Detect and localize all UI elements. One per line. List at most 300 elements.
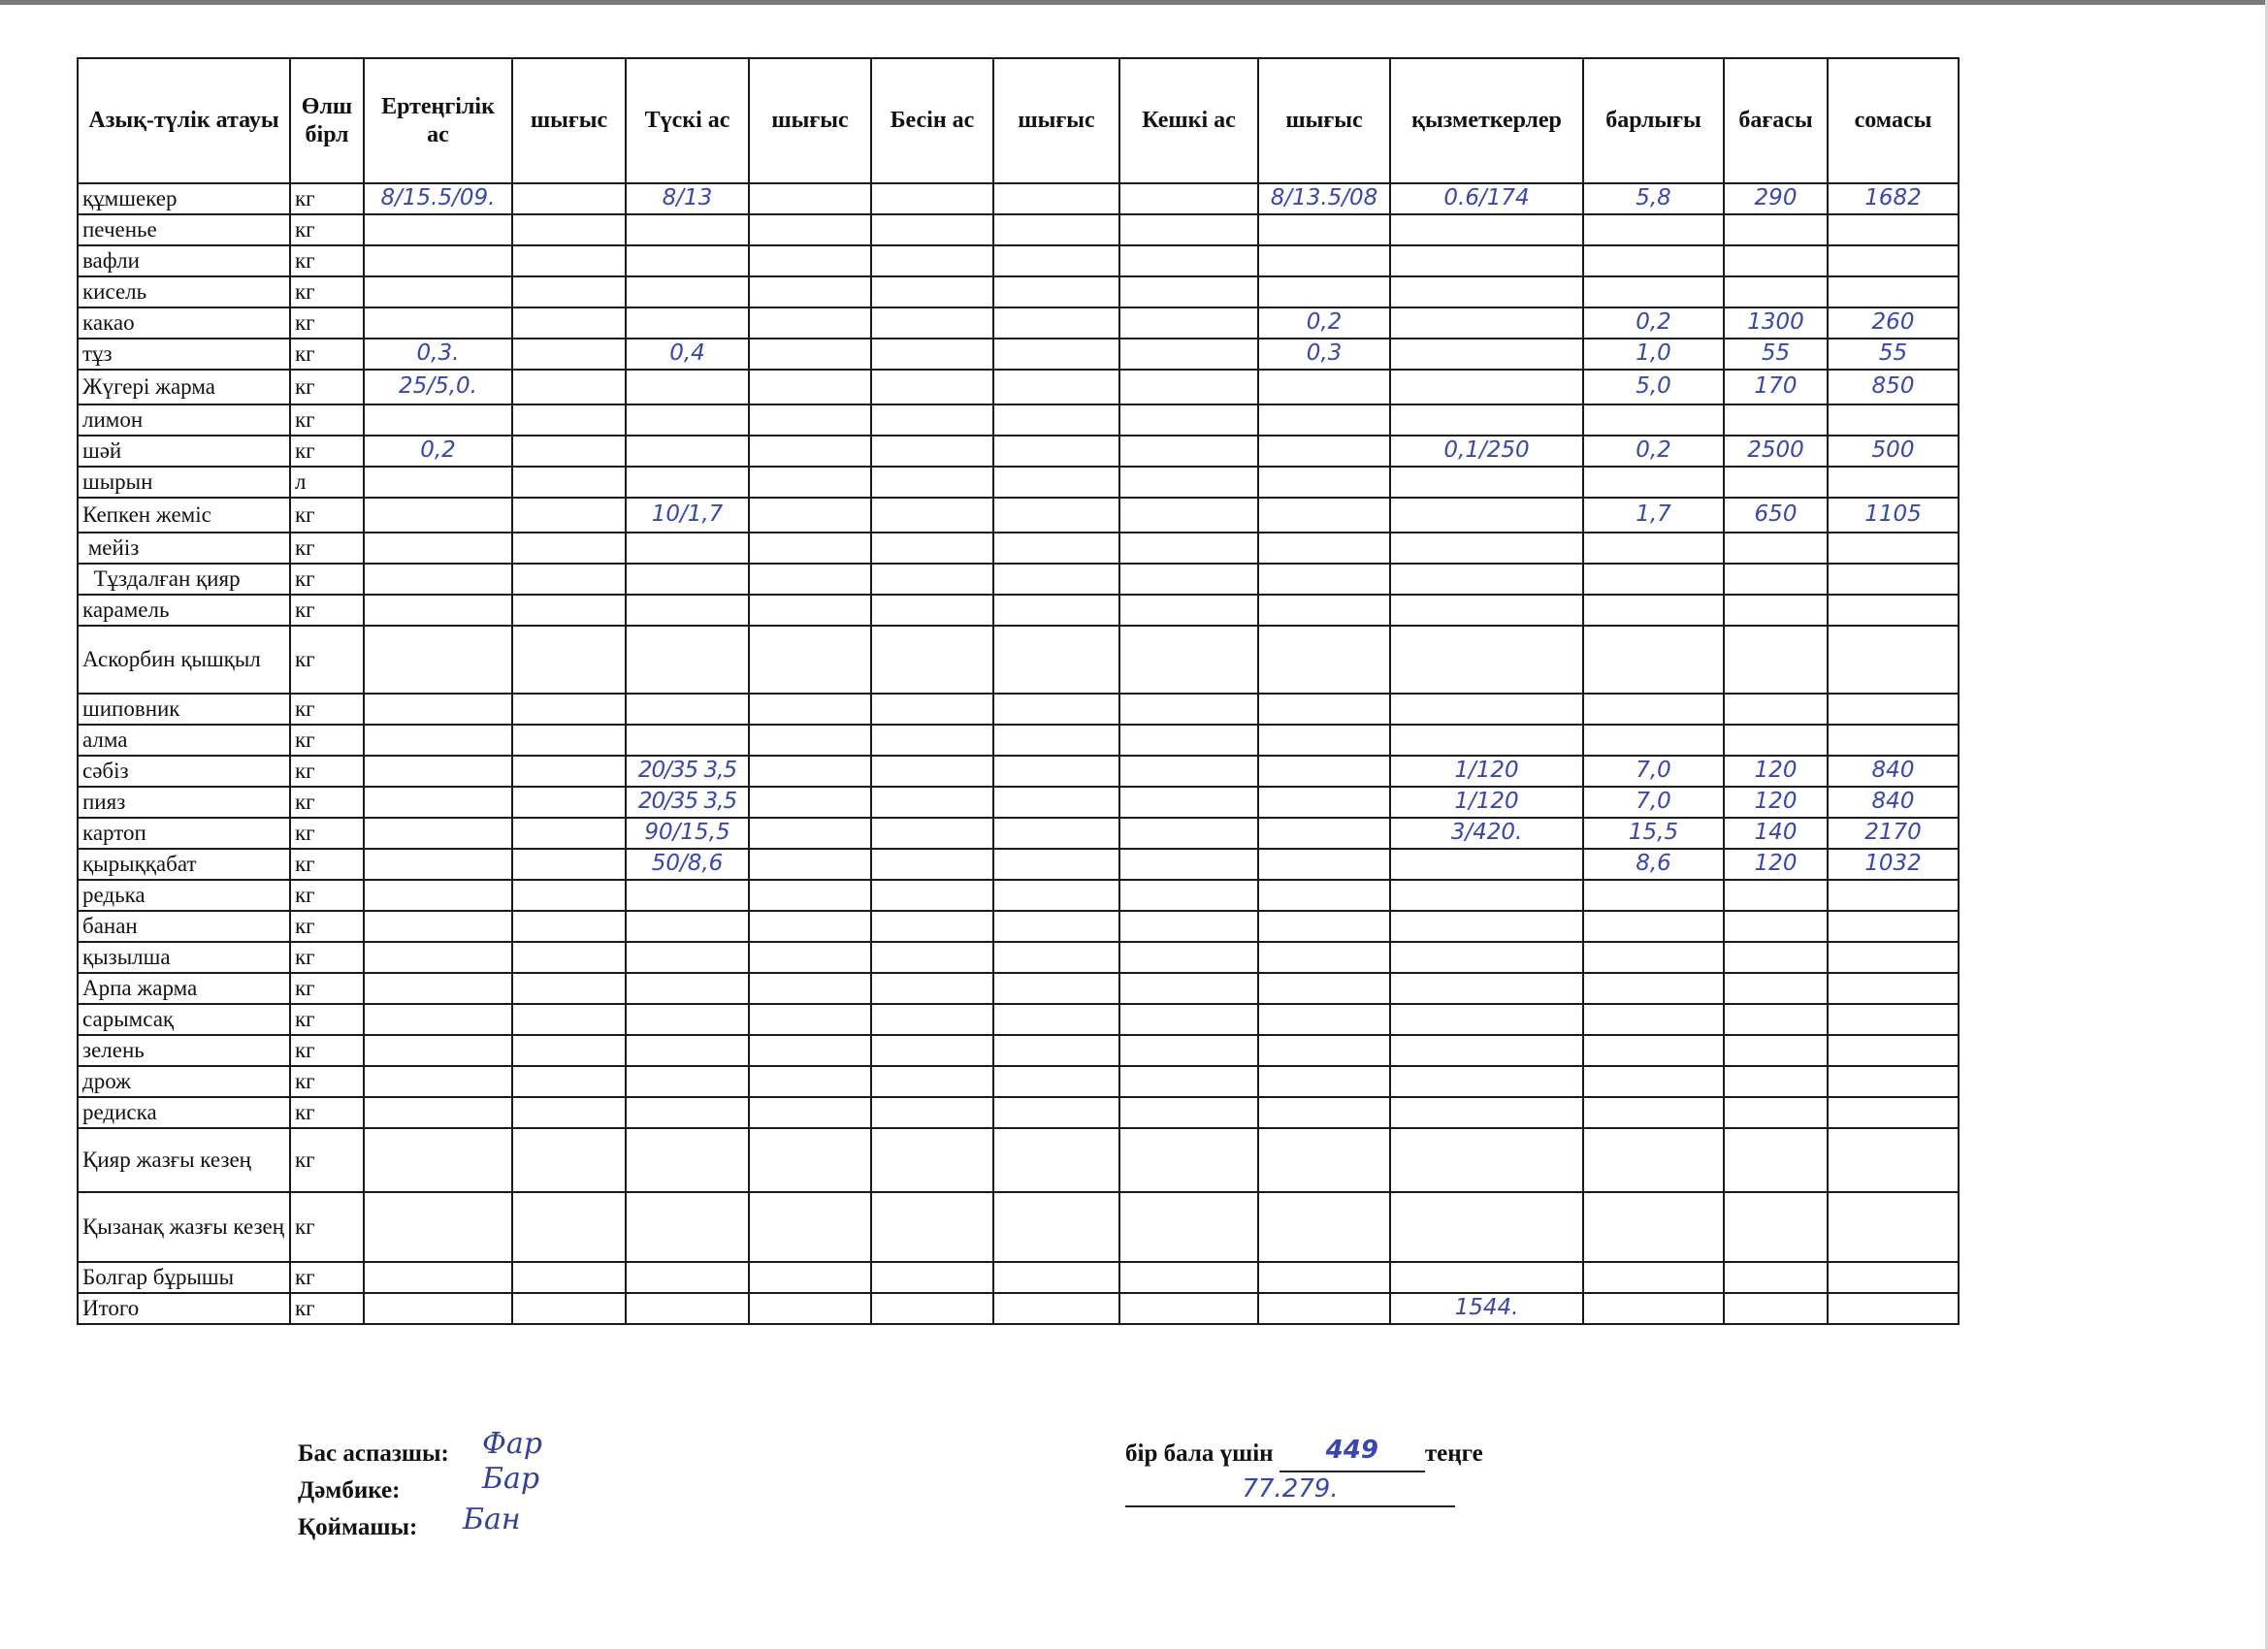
cell-breakfast-out [512,787,626,818]
cell-breakfast [364,276,512,307]
cell-snack-out [993,339,1119,370]
cell-snack-out [993,1192,1119,1262]
cell-price: 1300 [1724,307,1828,339]
cell-lunch-out [749,276,871,307]
unit-cell: кг [290,183,364,214]
cell-sum [1828,1262,1959,1293]
cell-breakfast-out [512,1192,626,1262]
product-name: лимон [78,404,290,436]
cell-dinner-out [1258,214,1390,245]
cell-staff [1390,595,1583,626]
cell-total [1583,245,1724,276]
cell-breakfast-out [512,245,626,276]
cell-snack [871,498,993,533]
cell-breakfast: 0,2 [364,436,512,467]
table-row [78,1035,1959,1066]
cell-sum [1828,404,1959,436]
cell-price [1724,694,1828,725]
cell-snack [871,467,993,498]
unit-cell: кг [290,307,364,339]
cell-breakfast [364,818,512,849]
cell-sum: 840 [1828,756,1959,787]
product-name: шиповник [78,694,290,725]
cell-staff [1390,849,1583,880]
cell-staff [1390,1004,1583,1035]
unit-cell: л [290,467,364,498]
cell-sum [1828,1066,1959,1097]
cell-snack-out [993,307,1119,339]
cell-dinner-out [1258,756,1390,787]
cell-breakfast [364,1097,512,1128]
cell-snack-out [993,818,1119,849]
product-name: шәй [78,436,290,467]
table-row [78,183,1959,214]
cell-price [1724,1066,1828,1097]
signatures-block [298,1427,542,1546]
table-row [78,436,1959,467]
cell-snack [871,818,993,849]
cell-lunch-out [749,626,871,694]
cell-breakfast [364,787,512,818]
table-row [78,1004,1959,1035]
unit-cell: кг [290,533,364,564]
table-row [78,756,1959,787]
cell-price: 290 [1724,183,1828,214]
cell-dinner [1119,1097,1258,1128]
cell-snack-out [993,1035,1119,1066]
cell-sum [1828,595,1959,626]
cell-price [1724,1035,1828,1066]
product-name: какао [78,307,290,339]
cell-snack-out [993,1004,1119,1035]
cell-dinner [1119,370,1258,404]
cell-dinner-out [1258,276,1390,307]
table-header-row [78,58,1959,183]
cell-price [1724,404,1828,436]
cell-price: 140 [1724,818,1828,849]
cell-snack [871,849,993,880]
cell-snack-out [993,370,1119,404]
cell-snack [871,564,993,595]
cell-sum: 840 [1828,787,1959,818]
unit-cell: кг [290,1192,364,1262]
product-name: Қызанақ жазғы кезең [78,1192,290,1262]
cell-lunch [626,370,749,404]
cell-breakfast [364,595,512,626]
cell-dinner-out [1258,245,1390,276]
cell-total: 1,7 [1583,498,1724,533]
cell-breakfast [364,694,512,725]
product-name: редька [78,880,290,911]
dietitian-row [298,1462,540,1509]
cell-dinner-out [1258,626,1390,694]
cell-lunch [626,694,749,725]
column-header: сомасы [1828,58,1959,183]
unit-cell: кг [290,214,364,245]
cell-staff [1390,973,1583,1004]
cell-price: 2500 [1724,436,1828,467]
cell-dinner [1119,849,1258,880]
cell-dinner [1119,626,1258,694]
cell-lunch-out [749,694,871,725]
cell-staff [1390,533,1583,564]
unit-cell: кг [290,1293,364,1324]
cell-lunch: 50/8,6 [626,849,749,880]
unit-cell: кг [290,880,364,911]
cell-breakfast-out [512,467,626,498]
cell-dinner-out [1258,1097,1390,1128]
cell-lunch [626,1128,749,1192]
product-name: вафли [78,245,290,276]
cell-price [1724,880,1828,911]
cell-snack-out [993,595,1119,626]
scan-top-edge [0,0,2268,5]
table-row [78,1192,1959,1262]
table-row [78,370,1959,404]
product-name: Итого [78,1293,290,1324]
cell-dinner-out [1258,973,1390,1004]
cell-dinner-out [1258,1262,1390,1293]
cell-lunch: 8/13 [626,183,749,214]
cell-dinner-out [1258,880,1390,911]
cell-lunch-out [749,1293,871,1324]
cell-sum [1828,1097,1959,1128]
cell-lunch-out [749,595,871,626]
cell-breakfast [364,307,512,339]
unit-cell: кг [290,942,364,973]
cell-dinner [1119,533,1258,564]
cell-lunch-out [749,942,871,973]
cell-breakfast-out [512,973,626,1004]
column-header: шығыс [749,58,871,183]
table-row [78,595,1959,626]
cell-lunch: 20/35 3,5 [626,756,749,787]
cell-dinner-out [1258,1035,1390,1066]
cell-dinner [1119,214,1258,245]
cell-staff [1390,1128,1583,1192]
cell-price: 55 [1724,339,1828,370]
cell-staff [1390,370,1583,404]
cell-breakfast [364,973,512,1004]
cell-staff [1390,404,1583,436]
cell-breakfast [364,1293,512,1324]
cell-snack [871,276,993,307]
cell-lunch [626,1035,749,1066]
cell-lunch-out [749,183,871,214]
cell-price [1724,1262,1828,1293]
product-name: сәбіз [78,756,290,787]
table-row [78,973,1959,1004]
cell-total [1583,880,1724,911]
cell-breakfast [364,498,512,533]
cell-dinner [1119,183,1258,214]
cell-sum [1828,245,1959,276]
product-name: печенье [78,214,290,245]
head-cook-label: Бас аспазшы: [298,1440,449,1467]
cell-lunch-out [749,1192,871,1262]
cell-breakfast-out [512,942,626,973]
cell-price [1724,1004,1828,1035]
unit-cell: кг [290,245,364,276]
cell-breakfast-out [512,756,626,787]
cell-snack [871,307,993,339]
table-row [78,849,1959,880]
cell-sum [1828,533,1959,564]
cell-snack [871,942,993,973]
cell-dinner [1119,498,1258,533]
cell-dinner-out [1258,595,1390,626]
cell-lunch-out [749,404,871,436]
cell-dinner [1119,1035,1258,1066]
cell-lunch-out [749,1004,871,1035]
cell-dinner [1119,1262,1258,1293]
cell-lunch-out [749,1262,871,1293]
cell-price: 170 [1724,370,1828,404]
cell-total: 8,6 [1583,849,1724,880]
cell-staff [1390,626,1583,694]
unit-cell: кг [290,370,364,404]
table-row [78,404,1959,436]
cell-snack [871,370,993,404]
cell-snack-out [993,436,1119,467]
cell-total: 5,8 [1583,183,1724,214]
cell-breakfast [364,756,512,787]
cell-dinner-out [1258,849,1390,880]
cell-lunch [626,1192,749,1262]
cell-lunch [626,467,749,498]
cell-lunch-out [749,498,871,533]
cell-breakfast-out [512,436,626,467]
cell-snack-out [993,849,1119,880]
cell-sum [1828,880,1959,911]
cell-snack [871,533,993,564]
cell-snack-out [993,183,1119,214]
cell-breakfast [364,214,512,245]
column-header: барлығы [1583,58,1724,183]
unit-cell: кг [290,1097,364,1128]
cell-sum [1828,1035,1959,1066]
product-name: мейіз [78,533,290,564]
cell-total: 0,2 [1583,307,1724,339]
product-name: Арпа жарма [78,973,290,1004]
cell-breakfast: 25/5,0. [364,370,512,404]
cell-dinner-out [1258,694,1390,725]
cost-summary [1125,1436,1483,1507]
cell-breakfast [364,1192,512,1262]
cell-lunch [626,973,749,1004]
cell-breakfast [364,564,512,595]
cell-snack-out [993,942,1119,973]
unit-cell: кг [290,1035,364,1066]
cell-total [1583,694,1724,725]
cell-lunch [626,1004,749,1035]
cell-breakfast-out [512,1035,626,1066]
unit-cell: кг [290,818,364,849]
cell-breakfast [364,911,512,942]
cell-staff [1390,307,1583,339]
cell-breakfast-out [512,911,626,942]
cell-sum [1828,911,1959,942]
cell-total [1583,404,1724,436]
cell-dinner-out [1258,818,1390,849]
cell-dinner-out [1258,725,1390,756]
cell-lunch [626,214,749,245]
cell-breakfast-out [512,595,626,626]
cell-lunch-out [749,756,871,787]
dietitian-signature: Бар [482,1462,540,1496]
cell-snack-out [993,787,1119,818]
table-row [78,1066,1959,1097]
cell-breakfast-out [512,307,626,339]
cell-sum: 260 [1828,307,1959,339]
cell-lunch [626,911,749,942]
cell-price [1724,595,1828,626]
cell-dinner-out [1258,911,1390,942]
cell-dinner [1119,1293,1258,1324]
cell-snack [871,787,993,818]
cell-snack [871,973,993,1004]
table-row [78,694,1959,725]
cell-sum [1828,1128,1959,1192]
product-name: Жүгері жарма [78,370,290,404]
cell-sum [1828,626,1959,694]
table-row [78,339,1959,370]
product-name: Аскорбин қышқыл [78,626,290,694]
unit-cell: кг [290,1128,364,1192]
unit-cell: кг [290,498,364,533]
menu-requirement-table [77,57,1960,1325]
table-row [78,214,1959,245]
cell-dinner [1119,787,1258,818]
cell-breakfast: 0,3. [364,339,512,370]
cell-staff [1390,1192,1583,1262]
cell-dinner-out [1258,370,1390,404]
cell-lunch [626,942,749,973]
cell-lunch-out [749,339,871,370]
cell-lunch-out [749,880,871,911]
cell-sum [1828,214,1959,245]
cell-staff: 3/420. [1390,818,1583,849]
cell-lunch [626,880,749,911]
cell-price [1724,564,1828,595]
cell-breakfast-out [512,1004,626,1035]
unit-cell: кг [290,404,364,436]
cell-sum [1828,467,1959,498]
cell-price [1724,214,1828,245]
cell-dinner-out [1258,1293,1390,1324]
storekeeper-row [298,1503,521,1546]
table-row [78,787,1959,818]
table-row [78,245,1959,276]
cell-breakfast [364,942,512,973]
cell-total [1583,214,1724,245]
cell-dinner [1119,942,1258,973]
cell-lunch [626,1293,749,1324]
cell-dinner [1119,595,1258,626]
cell-dinner [1119,694,1258,725]
product-name: зелень [78,1035,290,1066]
cell-staff [1390,1262,1583,1293]
cell-snack-out [993,1262,1119,1293]
cell-snack-out [993,214,1119,245]
cell-staff [1390,880,1583,911]
cell-staff [1390,339,1583,370]
table-row [78,307,1959,339]
table-row [78,467,1959,498]
cell-lunch [626,595,749,626]
cell-breakfast-out [512,1066,626,1097]
cell-dinner [1119,1066,1258,1097]
cell-breakfast-out [512,564,626,595]
table-body [78,183,1959,1324]
cell-staff [1390,498,1583,533]
cell-dinner-out [1258,564,1390,595]
cell-lunch [626,1097,749,1128]
cell-breakfast-out [512,849,626,880]
product-name: картоп [78,818,290,849]
cell-staff [1390,942,1583,973]
cell-price [1724,467,1828,498]
table-row [78,498,1959,533]
cell-dinner-out [1258,1192,1390,1262]
table-row [78,276,1959,307]
cell-sum: 500 [1828,436,1959,467]
cell-dinner-out [1258,467,1390,498]
head-cook-signature: Фар [482,1427,542,1461]
cell-breakfast-out [512,214,626,245]
cell-snack [871,1128,993,1192]
cell-breakfast-out [512,1128,626,1192]
cell-lunch [626,1262,749,1293]
cell-total [1583,533,1724,564]
cell-price [1724,1192,1828,1262]
unit-cell: кг [290,1066,364,1097]
cell-total [1583,595,1724,626]
table-row [78,942,1959,973]
cell-breakfast-out [512,880,626,911]
cell-total [1583,564,1724,595]
cell-dinner [1119,880,1258,911]
unit-cell: кг [290,595,364,626]
cell-sum [1828,564,1959,595]
cell-lunch [626,626,749,694]
cell-lunch: 0,4 [626,339,749,370]
cell-breakfast-out [512,818,626,849]
cell-breakfast-out [512,626,626,694]
cell-breakfast [364,1004,512,1035]
cell-staff [1390,1066,1583,1097]
table-row [78,818,1959,849]
cell-dinner-out [1258,1004,1390,1035]
table-row [78,533,1959,564]
cell-sum [1828,973,1959,1004]
column-header: шығыс [1258,58,1390,183]
cell-lunch-out [749,725,871,756]
cell-snack [871,339,993,370]
cell-sum [1828,942,1959,973]
product-name: пияз [78,787,290,818]
cell-breakfast-out [512,725,626,756]
unit-cell: кг [290,564,364,595]
cell-staff: 1/120 [1390,787,1583,818]
cell-lunch [626,1066,749,1097]
cell-lunch-out [749,1066,871,1097]
storekeeper-label: Қоймашы: [298,1514,418,1540]
product-name: қырыққабат [78,849,290,880]
head-cook-row [298,1427,542,1472]
cell-lunch-out [749,973,871,1004]
cell-dinner-out [1258,498,1390,533]
